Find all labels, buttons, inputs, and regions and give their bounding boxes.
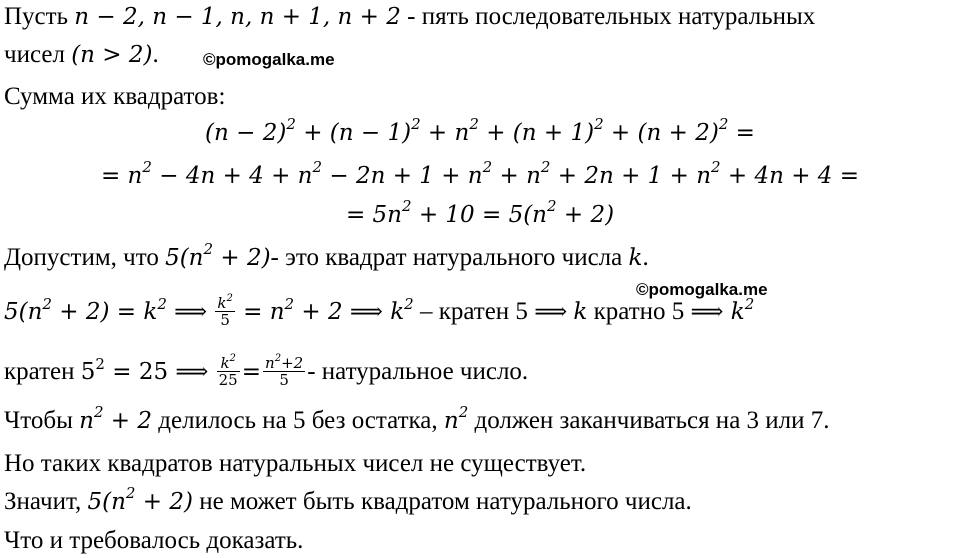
period: . (642, 244, 649, 271)
arrow-implies: ⟹ (534, 299, 568, 326)
watermark-1: ©pomogalka.me (203, 50, 335, 69)
math-arrow-k2: ⟹ $k^2$ (690, 294, 755, 326)
watermark-2: ©pomogalka.me (636, 280, 768, 299)
equation-3: = $5n^2 + 10 = 5(n^2 + 2)$ (345, 197, 615, 228)
text-natural-number: - натуральное число. (307, 358, 529, 386)
math-k: k (628, 245, 643, 271)
conclusion-line (4, 484, 692, 517)
math-sequence: n − 2, n − 1, n, n + 1, n + 2 (74, 4, 401, 30)
text-chisel: чисел (4, 41, 65, 68)
text-pust: Пусть (4, 3, 68, 30)
math-5sq-25: $5^2 = 25$ ⟹ (80, 354, 209, 386)
equation-1: $(n - 2)^2 + (n - 1)^2 + n^2 + (n + 1)^2 + (n + 2)^2$ = (205, 115, 755, 146)
math-mid: = $n^2 + 2$ ⟹ $k^2$ (243, 294, 414, 326)
math-condition: (n > 2) (71, 42, 153, 68)
math-lhs: $5(n^2 + 2) = k^2$ ⟹ (4, 294, 208, 326)
text-kraten-5: – кратен 5 (419, 298, 528, 326)
text-kraten: кратен (4, 358, 75, 386)
math-5n2plus2: $5(n^2 + 2)$ (165, 240, 271, 271)
text-znachit: Значит, (4, 488, 82, 515)
derivation-line-1 (4, 293, 755, 330)
text-chtoby: Чтобы (4, 407, 73, 434)
statement-line-2 (4, 40, 159, 70)
period: . (152, 41, 159, 68)
divisibility-line (4, 403, 830, 436)
text-dopustim: Допустим, что (4, 244, 159, 271)
no-such-squares-line: Но таких квадратов натуральных чисел не существует. (4, 450, 587, 477)
text-five-consecutive: - пять последовательных натуральных (407, 3, 816, 30)
math-k: k (573, 299, 588, 326)
text-ends-with-3-or-7: должен заканчиваться на 3 или 7. (474, 407, 830, 434)
math-n2plus2: $n^2 + 2$ (79, 403, 153, 434)
math-5n2plus2: $5(n^2 + 2)$ (87, 484, 193, 515)
fraction-k2-over-25: $\frac{k^2}{25}$ (218, 353, 238, 389)
text-divisible-by-5: делилось на 5 без остатка, (158, 407, 438, 434)
fraction-n2plus2-over-5: $\frac{n^2+2}{5}$ (265, 353, 304, 389)
statement-line-1 (4, 2, 815, 32)
equation-2: = $n^2 - 4n + 4 + n^2 - 2n + 1 + n^2 + n^2 + 2n + 1 + n^2 + 4n + 4$ = (100, 158, 860, 189)
text-kratno-5: кратно 5 (593, 298, 685, 326)
text-square-of-natural: - это квадрат натурального числа (270, 244, 623, 271)
math-n2: $n^2$ (443, 403, 469, 434)
equals-sign: = (241, 359, 262, 386)
qed-line: Что и требовалось доказать. (4, 527, 304, 554)
sum-of-squares-heading: Сумма их квадратов: (4, 83, 226, 110)
derivation-line-2 (4, 353, 529, 390)
fraction-k2-over-5: $\frac{k^2}{5}$ (217, 293, 233, 329)
text-cannot-be-square: не может быть квадратом натурального числа. (199, 488, 692, 515)
assumption-line (4, 240, 649, 273)
